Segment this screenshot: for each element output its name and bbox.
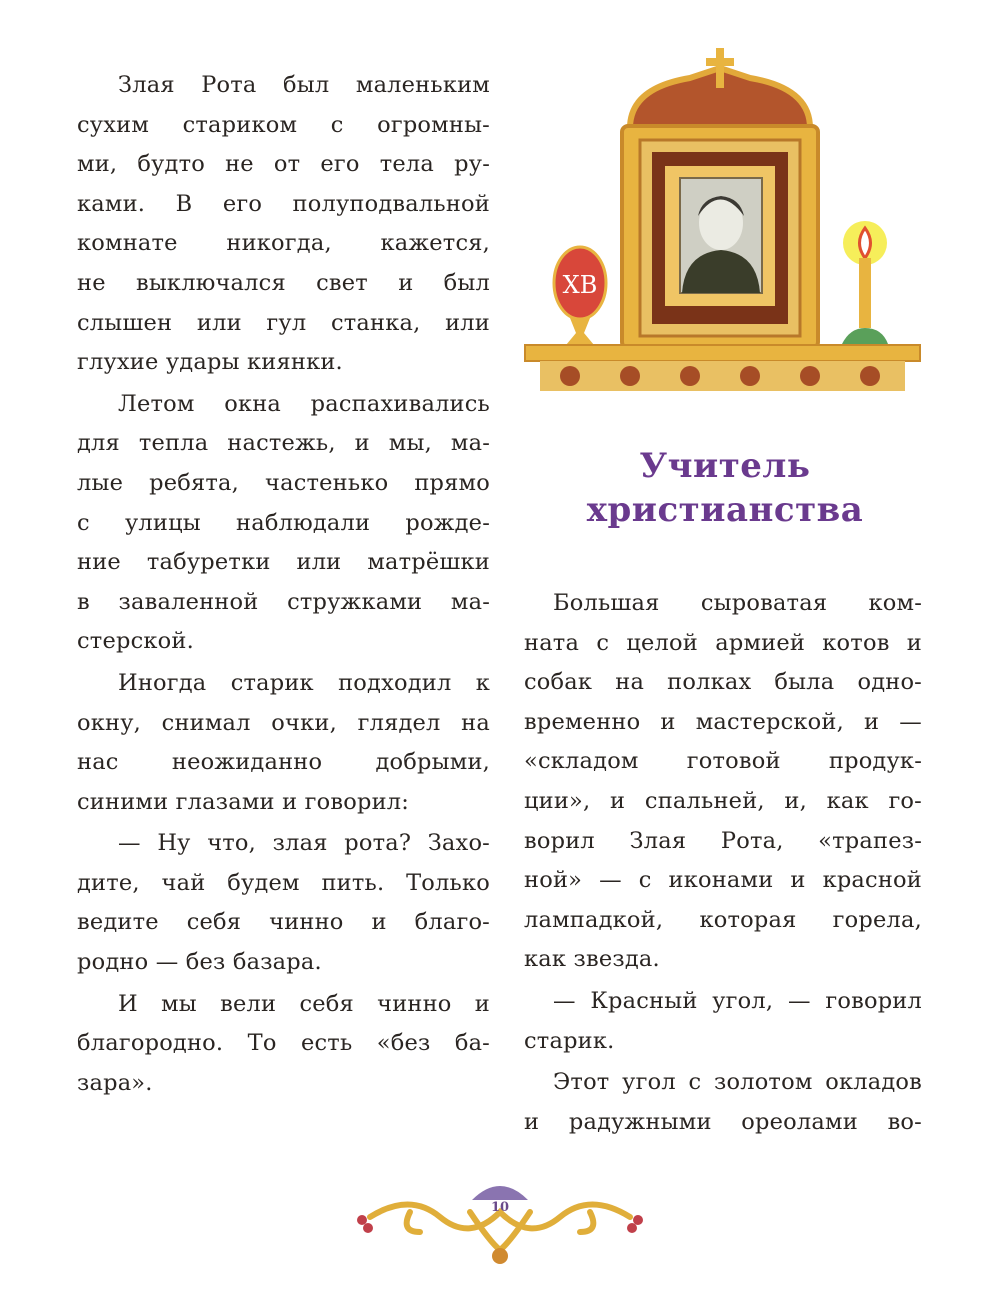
text-line: ной» — с иконами и красной	[524, 867, 922, 894]
right-text-column	[524, 584, 922, 1144]
text-line: Большая сыроватая ком-	[553, 590, 922, 616]
text-line: лампадкой, которая горела,	[524, 906, 922, 933]
text-line: для тепла настежь, и мы, ма-	[77, 430, 490, 457]
paragraph	[524, 584, 922, 980]
text-line: родно — без базара.	[77, 949, 322, 976]
text-line: ворил Злая Рота, «трапез-	[524, 827, 922, 854]
text-line: стерской.	[77, 628, 194, 655]
icon-frame	[622, 48, 818, 348]
heading-line-1: Учитель	[639, 446, 811, 486]
text-line: ната с целой армией котов и	[524, 629, 922, 656]
text-line: «складом готовой продук-	[524, 748, 922, 775]
paragraph	[77, 985, 490, 1104]
text-line: глухие удары киянки.	[77, 349, 343, 376]
text-line: И мы вели себя чинно и	[118, 990, 490, 1017]
easter-egg-icon	[554, 247, 606, 345]
left-text-column	[77, 66, 490, 1105]
paragraph	[77, 66, 490, 383]
text-line: Летом окна распахивались	[118, 390, 490, 417]
text-line: дите, чай будем пить. Только	[77, 869, 490, 896]
paragraph	[77, 385, 490, 662]
text-line: ции», и спальней, и, как го-	[524, 787, 922, 814]
text-line: и радужными ореолами во-	[524, 1108, 922, 1135]
text-line: с улицы наблюдали рожде-	[77, 509, 490, 536]
text-line: не выключался свет и был	[77, 269, 490, 296]
candle-icon	[842, 221, 888, 344]
text-line: ми, будто не от его тела ру-	[77, 151, 490, 178]
text-line: благородно. То есть «без ба-	[77, 1030, 490, 1057]
text-line: старик.	[524, 1027, 615, 1054]
paragraph	[524, 982, 922, 1061]
page-ornament-icon	[350, 1172, 650, 1267]
text-line: собак на полках была одно-	[524, 669, 922, 696]
egg-text: ХВ	[562, 271, 598, 299]
paragraph	[524, 1063, 922, 1142]
text-line: нас неожиданно добрыми,	[77, 749, 490, 776]
chapter-heading	[560, 444, 890, 532]
text-line: окну, снимал очки, глядел на	[77, 709, 490, 736]
text-line: слышен или гул станка, или	[77, 309, 490, 336]
text-line: ние табуретки или матрёшки	[77, 549, 490, 576]
text-line: зара».	[77, 1069, 153, 1096]
page-number: 10	[490, 1200, 510, 1215]
text-line: ведите себя чинно и благо-	[77, 909, 490, 936]
text-line: ками. В его полуподвальной	[77, 190, 490, 217]
text-line: в заваленной стружками ма-	[77, 588, 490, 615]
text-line: — Ну что, злая рота? Захо-	[118, 830, 490, 857]
shelf	[525, 345, 920, 391]
text-line: лые ребята, частенько прямо	[77, 469, 490, 496]
text-line: Иногда старик подходил к	[118, 669, 490, 696]
text-line: Злая Рота был маленьким	[118, 72, 490, 98]
text-line: — Красный угол, — говорил	[553, 987, 922, 1014]
paragraph	[77, 664, 490, 822]
icon-shelf-illustration	[520, 48, 930, 393]
text-line: синими глазами и говорил:	[77, 788, 410, 815]
heading-line-2: христианства	[586, 490, 864, 530]
text-line: Этот угол с золотом окладов	[553, 1069, 922, 1096]
text-line: комнате никогда, кажется,	[77, 230, 490, 257]
text-line: как звезда.	[524, 946, 660, 973]
text-line: временно и мастерской, и —	[524, 708, 922, 735]
paragraph	[77, 824, 490, 982]
text-line: сухим стариком с огромны-	[77, 111, 490, 138]
